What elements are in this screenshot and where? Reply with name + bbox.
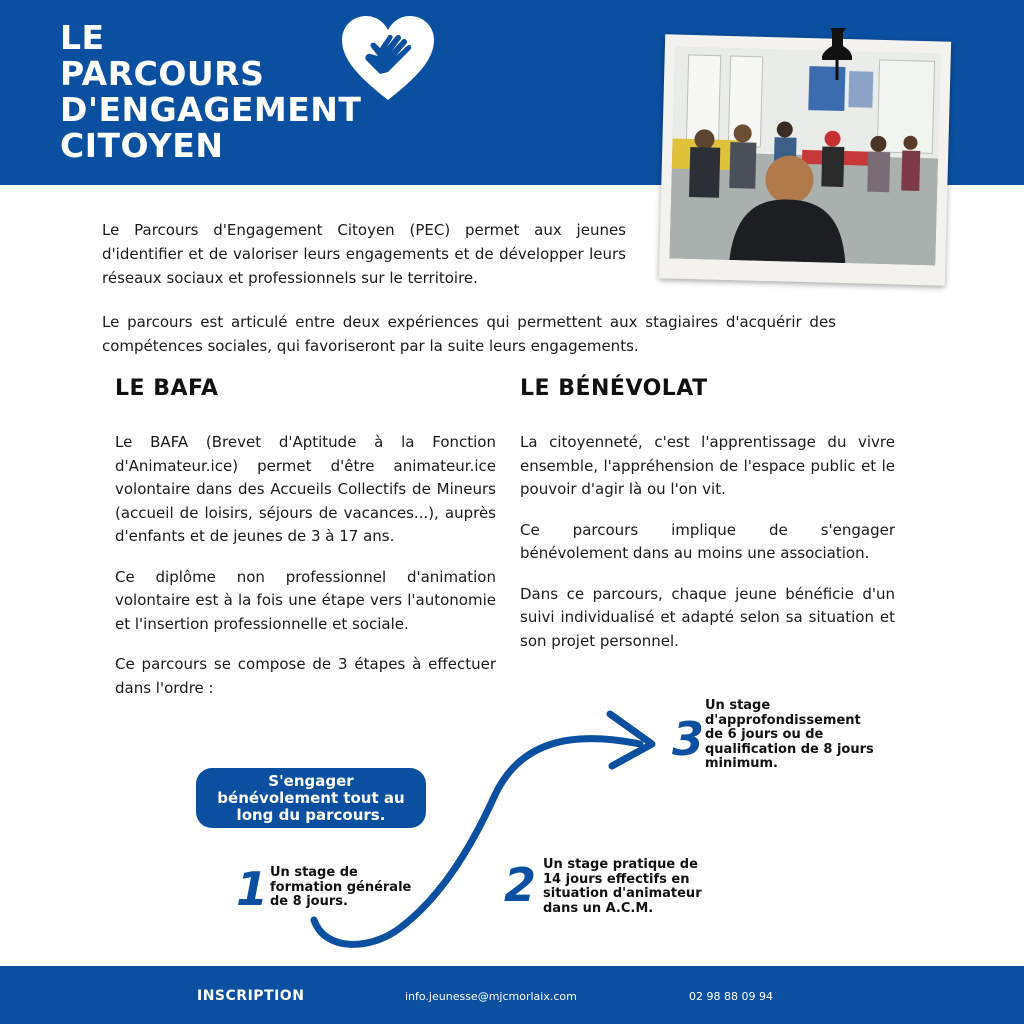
benevolat-text — [520, 431, 895, 670]
step-number: 3 — [672, 712, 705, 766]
benevolat-heading: LE BÉNÉVOLAT — [520, 376, 708, 401]
bafa-text — [115, 431, 496, 717]
page-title — [60, 20, 361, 164]
footer-bar — [0, 966, 1024, 1024]
intro-paragraph-2: Le parcours est articulé entre deux expériences qui permettent aux stagiaires d'acquérir des compétences sociales, qui favoriseront par la suite leurs engagements. — [102, 313, 836, 355]
step-number: 1 — [236, 862, 269, 916]
benevolat-paragraph: La citoyenneté, c'est l'apprentissage du vivre ensemble, l'appréhension de l'espace public et le pouvoir d'agir là ou l'on vit. — [520, 433, 895, 498]
badge-text: S'engager bénévolement tout au long du parcours. — [217, 771, 405, 824]
steps-arrow — [300, 700, 670, 960]
email-link[interactable]: info.jeunesse@mjcmorlaix.com — [405, 990, 577, 1003]
title-line: LE — [60, 18, 105, 57]
step-text: Un stage pratique de 14 jours effectifs en situation d'animateur dans un A.C.M. — [543, 857, 702, 916]
title-line: D'ENGAGEMENT — [60, 90, 362, 129]
bafa-paragraph: Ce parcours se compose de 3 étapes à effectuer dans l'ordre : — [115, 655, 496, 697]
bafa-paragraph: Le BAFA (Brevet d'Aptitude à la Fonction d'Animateur.ice) permet d'être animateur.ice volontaire dans des Accueils Collectifs de Mineurs (accueil de loisirs, séjours de vacances...), auprès d'enfants et de jeunes de 3 à 17 ans. — [115, 433, 496, 545]
intro-paragraph: Le Parcours d'Engagement Citoyen (PEC) permet aux jeunes d'identifier et de valoriser leurs engagements et de développer leurs réseaux sociaux et professionnels sur le territoire. — [102, 221, 626, 287]
photo-frame — [659, 34, 951, 285]
benevolat-paragraph: Dans ce parcours, chaque jeune bénéficie d'un suivi individualisé et adapté selon sa situation et son projet personnel. — [520, 584, 895, 650]
step-text: Un stage de formation générale de 8 jours. — [270, 865, 412, 909]
bafa-paragraph: Ce diplôme non professionnel d'animation volontaire est à la fois une étape vers l'autonomie et l'insertion professionnelle et sociale. — [115, 567, 496, 633]
title-line: PARCOURS — [60, 54, 265, 93]
pushpin-icon — [812, 22, 862, 82]
inscription-label: INSCRIPTION — [197, 988, 305, 1004]
bafa-heading: LE BAFA — [115, 376, 219, 401]
step-text: Un stage d'approfondissement de 6 jours ou de qualification de 8 jours minimum. — [705, 698, 874, 771]
group-photo — [669, 47, 940, 266]
step-number: 2 — [504, 858, 537, 912]
heart-hand-icon — [340, 14, 436, 102]
benevolat-paragraph: Ce parcours implique de s'engager bénévolement dans au moins une association. — [520, 520, 895, 562]
phone-number[interactable]: 02 98 88 09 94 — [689, 990, 773, 1003]
title-line: CITOYEN — [60, 126, 224, 165]
